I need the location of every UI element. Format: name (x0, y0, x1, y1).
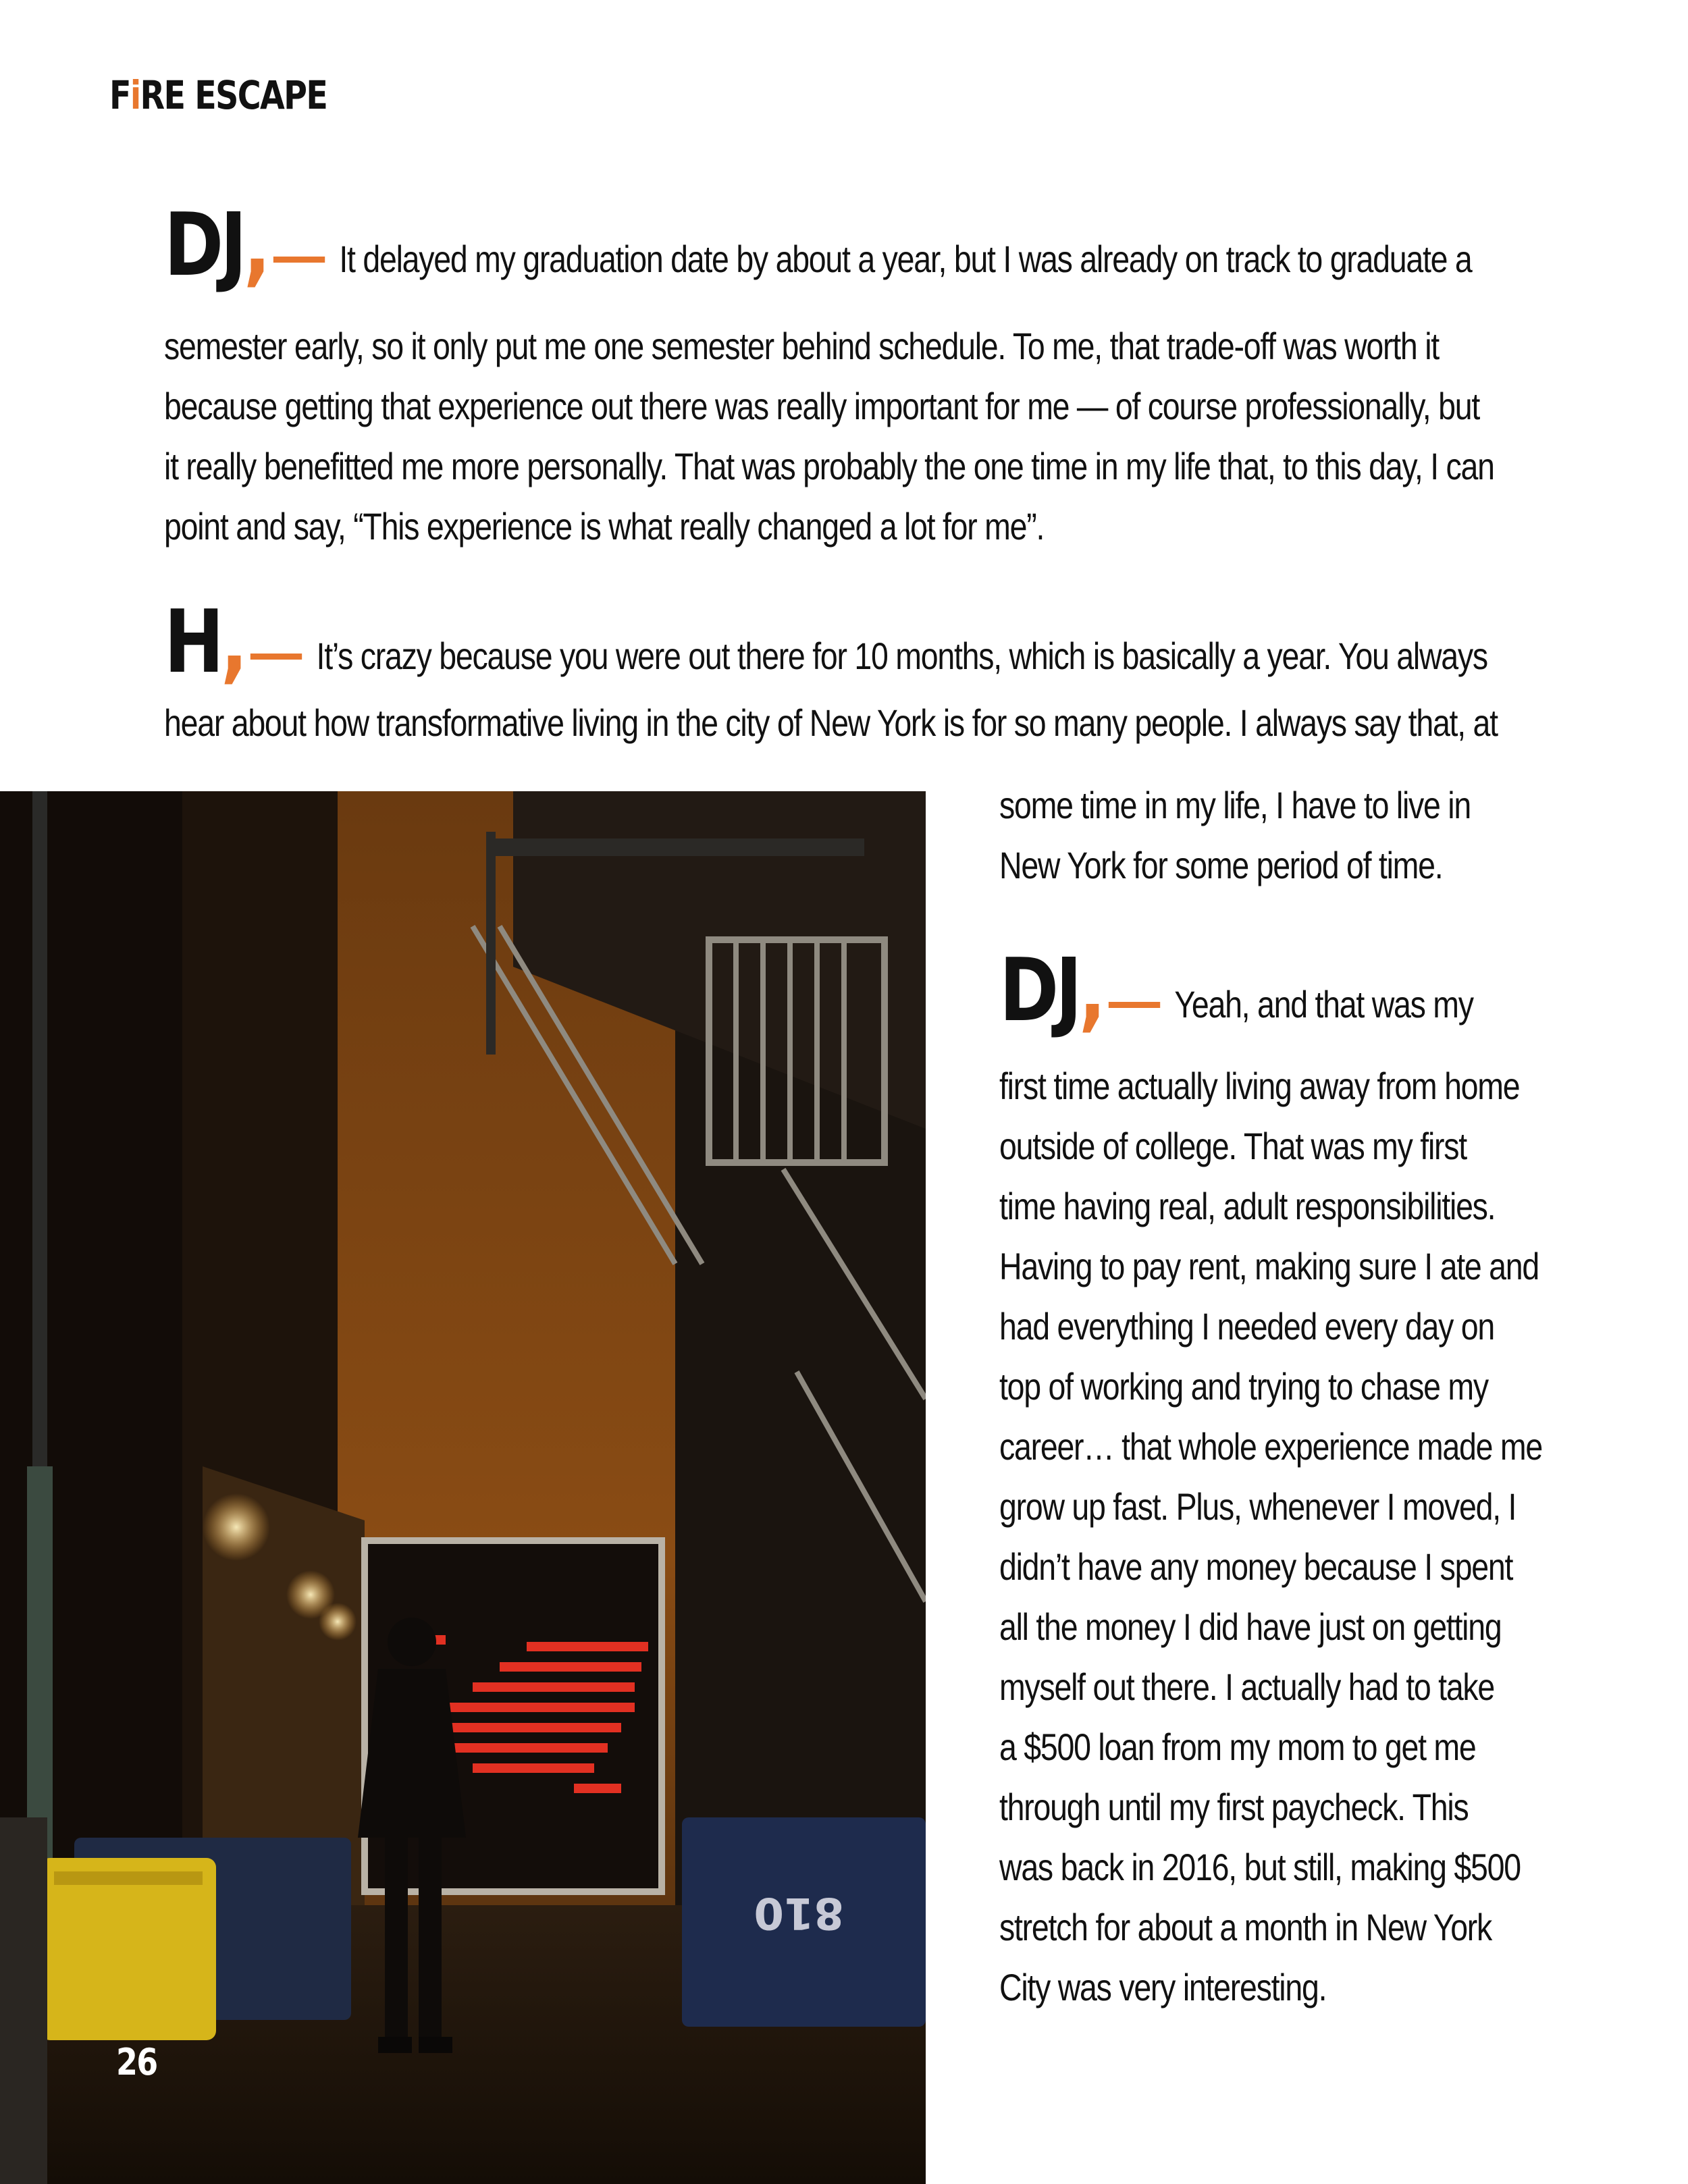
masthead-accent-letter: i (130, 72, 140, 118)
speaker-dash (1108, 1002, 1159, 1008)
answer-line: outside of college. That was my first (999, 1125, 1467, 1167)
answer-line: first time actually living away from home (999, 1065, 1520, 1107)
masthead-text-end: RE ESCAPE (140, 72, 327, 118)
speaker-label: DJ, (999, 940, 1103, 1041)
speaker-line (164, 195, 1472, 296)
speaker-line (999, 940, 1473, 1041)
magazine-masthead (109, 72, 327, 118)
answer-line: all the money I did have just on getting (999, 1605, 1502, 1648)
speaker-dash (250, 654, 302, 660)
answer-line: had everything I needed every day on (999, 1305, 1494, 1348)
answer-line: semester early, so it only put me one semester behind schedule. To me, that trade-off was worth it (164, 325, 1439, 367)
answer-line: City was very interesting. (999, 1966, 1327, 2008)
interview-block-dj-2 (999, 940, 1553, 2017)
answer-line: didn’t have any money because I spent (999, 1545, 1513, 1588)
answer-line: myself out there. I actually had to take (999, 1666, 1495, 1708)
speaker-label: H, (164, 592, 245, 693)
interview-block-h-continued (999, 775, 1553, 895)
question-line: some time in my life, I have to live in (999, 784, 1471, 826)
night-alley-photo (0, 791, 926, 2184)
interview-block-dj-1 (164, 195, 1521, 556)
page-number: 26 (116, 2041, 157, 2083)
answer-line: It delayed my graduation date by about a year, but I was already on track to graduate a (339, 238, 1472, 280)
masthead-text-start: F (109, 72, 130, 118)
interview-block-h (164, 592, 1521, 753)
answer-line: Having to pay rent, making sure I ate and (999, 1245, 1539, 1287)
answer-line: because getting that experience out there was really important for me — of course professionally, but (164, 385, 1480, 427)
answer-line: top of working and trying to chase my (999, 1365, 1488, 1408)
answer-line: Yeah, and that was my (1174, 983, 1473, 1026)
answer-line: career… that whole experience made me (999, 1425, 1542, 1468)
alley-illustration (0, 791, 926, 2184)
answer-line: it really benefitted me more personally. That was probably the one time in my life that, to this day, I can (164, 445, 1494, 487)
dumpster-number: 810 (754, 1888, 844, 1938)
answer-line: point and say, “This experience is what really changed a lot for me”. (164, 505, 1045, 548)
question-line: hear about how transformative living in the city of New York is for so many people. I always say that, at (164, 701, 1498, 744)
answer-line: grow up fast. Plus, whenever I moved, I (999, 1485, 1516, 1528)
answer-line: through until my first paycheck. This (999, 1786, 1469, 1828)
speaker-dash (273, 257, 324, 263)
speaker-line (164, 592, 1487, 693)
answer-line: time having real, adult responsibilities. (999, 1185, 1496, 1227)
answer-line: was back in 2016, but still, making $500 (999, 1846, 1521, 1888)
answer-line: a $500 loan from my mom to get me (999, 1726, 1476, 1768)
question-line: It’s crazy because you were out there for 10 months, which is basically a year. You always (316, 635, 1487, 677)
answer-line: stretch for about a month in New York (999, 1906, 1492, 1948)
question-line: New York for some period of time. (999, 844, 1443, 886)
speaker-label: DJ, (164, 195, 268, 296)
